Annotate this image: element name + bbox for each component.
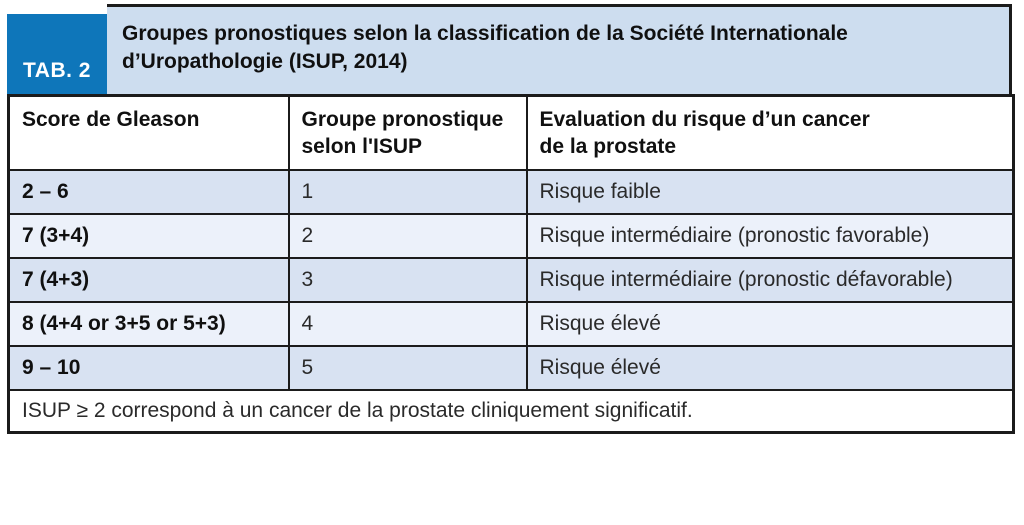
col-header-isup-line2: selon l'ISUP bbox=[301, 135, 423, 158]
risk-cell: Risque élevé bbox=[527, 302, 1014, 346]
table-title-line2: d’Uropathologie (ISUP, 2014) bbox=[122, 50, 408, 73]
table-number-label: TAB. 2 bbox=[23, 59, 91, 82]
isup-group-cell: 5 bbox=[289, 346, 527, 390]
header-row bbox=[9, 96, 1014, 170]
table-row bbox=[9, 302, 1014, 346]
table-row bbox=[9, 170, 1014, 214]
col-header-isup-group bbox=[289, 96, 527, 170]
table-caption-bar bbox=[7, 4, 1012, 94]
gleason-score-cell: 8 (4+4 or 3+5 or 5+3) bbox=[9, 302, 289, 346]
isup-group-cell: 2 bbox=[289, 214, 527, 258]
gleason-score-cell: 9 – 10 bbox=[9, 346, 289, 390]
isup-group-cell: 4 bbox=[289, 302, 527, 346]
col-header-risk-line2: de la prostate bbox=[539, 135, 677, 158]
risk-cell: Risque intermédiaire (pronostic favorable) bbox=[527, 214, 1014, 258]
risk-cell: Risque élevé bbox=[527, 346, 1014, 390]
gleason-score-cell: 7 (3+4) bbox=[9, 214, 289, 258]
table-row bbox=[9, 346, 1014, 390]
table-title-line1: Groupes pronostiques selon la classification de la Société Internationale bbox=[122, 22, 848, 45]
col-header-risk-evaluation bbox=[527, 96, 1014, 170]
table-row bbox=[9, 214, 1014, 258]
gleason-score-cell: 2 – 6 bbox=[9, 170, 289, 214]
isup-group-cell: 3 bbox=[289, 258, 527, 302]
col-header-isup-line1: Groupe pronostique bbox=[301, 108, 504, 131]
table-title bbox=[107, 4, 1012, 94]
footnote-row bbox=[9, 390, 1014, 433]
isup-group-cell: 1 bbox=[289, 170, 527, 214]
table-number-badge bbox=[7, 14, 107, 94]
col-header-risk-line1: Evaluation du risque d’un cancer bbox=[539, 108, 870, 131]
col-header-gleason-line1: Score de Gleason bbox=[22, 108, 200, 131]
prognostic-groups-table bbox=[7, 94, 1015, 434]
gleason-score-cell: 7 (4+3) bbox=[9, 258, 289, 302]
risk-cell: Risque intermédiaire (pronostic défavorable) bbox=[527, 258, 1014, 302]
footnote-text: ISUP ≥ 2 correspond à un cancer de la prostate cliniquement significatif. bbox=[9, 390, 1014, 433]
table-row bbox=[9, 258, 1014, 302]
risk-cell: Risque faible bbox=[527, 170, 1014, 214]
col-header-gleason-score bbox=[9, 96, 289, 170]
